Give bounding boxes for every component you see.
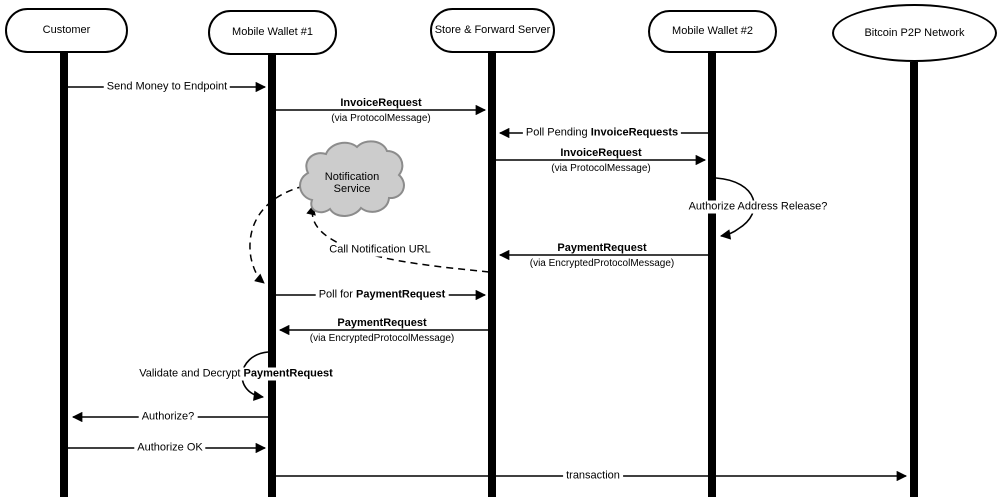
message-via-payment-request-deliver: (via EncryptedProtocolMessage) <box>309 333 455 344</box>
message-name-payment-request-upload: PaymentRequest <box>557 242 647 254</box>
lifeline-bar-mobile-wallet-1 <box>268 55 276 497</box>
message-label-poll-pending-invoice-requests <box>523 127 681 140</box>
actor-customer <box>5 8 128 53</box>
actor-mobile-wallet-1 <box>208 10 337 55</box>
label-bold: InvoiceRequests <box>590 126 679 139</box>
message-via-invoice-request-upload: (via ProtocolMessage) <box>331 113 431 124</box>
message-label-authorize-ok: Authorize OK <box>134 442 205 455</box>
label-bold: PaymentRequest <box>243 367 333 380</box>
message-via-invoice-request-deliver: (via ProtocolMessage) <box>551 163 651 174</box>
message-label-authorize-address-release: Authorize Address Release? <box>686 201 831 214</box>
actor-label: Customer <box>42 24 91 36</box>
actor-mobile-wallet-2 <box>648 10 777 53</box>
actor-bitcoin-p2p-network <box>832 4 997 62</box>
lifeline-bar-customer <box>60 53 68 497</box>
label-prefix: Poll Pending <box>525 126 591 139</box>
label-bold: PaymentRequest <box>356 288 446 301</box>
lifeline-bar-store-forward-server <box>488 53 496 497</box>
message-label-poll-for-payment-request <box>316 289 449 302</box>
message-name-payment-request-deliver: PaymentRequest <box>337 317 427 329</box>
cloud-label-line2: Service <box>333 183 371 195</box>
message-label-authorize: Authorize? <box>139 411 198 424</box>
notification-cloud-label <box>325 171 379 195</box>
dashed-arrow-notification-callback <box>250 186 304 283</box>
lifeline-bar-mobile-wallet-2 <box>708 53 716 497</box>
message-via-payment-request-upload: (via EncryptedProtocolMessage) <box>529 258 675 269</box>
actor-label: Store & Forward Server <box>434 24 551 36</box>
actor-label: Bitcoin P2P Network <box>864 26 965 39</box>
actor-label: Mobile Wallet #1 <box>232 26 313 38</box>
message-label-call-notification-url: Call Notification URL <box>326 244 433 257</box>
message-label-send-money: Send Money to Endpoint <box>104 81 230 94</box>
cloud-label-line1: Notification <box>324 171 380 183</box>
label-prefix: Poll for <box>318 288 357 301</box>
message-label-validate-and-decrypt <box>136 368 336 381</box>
label-prefix: Validate and Decrypt <box>139 367 244 380</box>
actor-store-forward-server <box>430 8 555 53</box>
message-name-invoice-request-upload: InvoiceRequest <box>340 97 422 109</box>
actor-label: Mobile Wallet #2 <box>672 25 753 37</box>
message-label-transaction: transaction <box>563 470 623 483</box>
message-name-invoice-request-deliver: InvoiceRequest <box>560 147 642 159</box>
lifeline-bar-bitcoin-p2p <box>910 62 918 497</box>
